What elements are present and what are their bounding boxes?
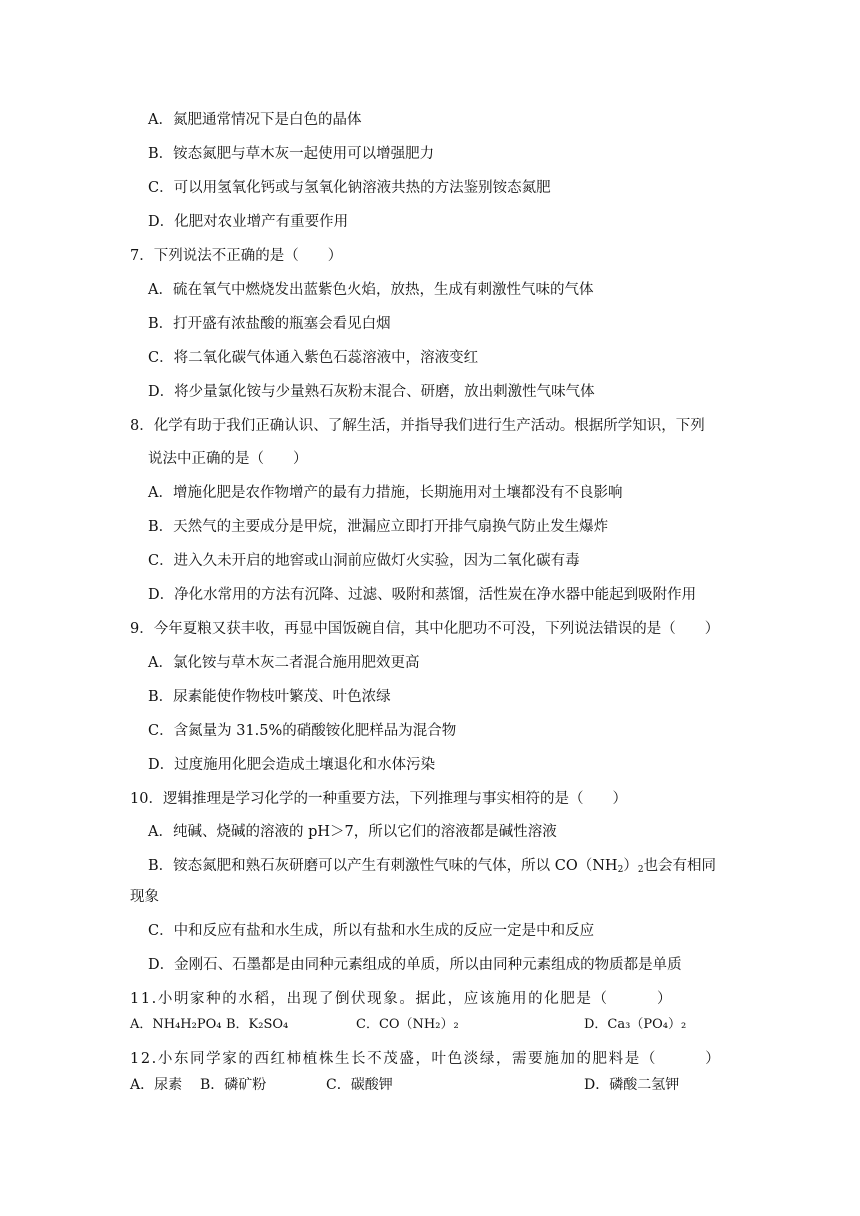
q6-option-d: D．化肥对农业增产有重要作用	[148, 214, 349, 230]
q8-option-d: D．净化水常用的方法有沉降、过滤、吸附和蒸馏，活性炭在净水器中能起到吸附作用	[148, 587, 697, 603]
q10-option-b-paren: ）	[623, 858, 638, 874]
q8-stem-line2: 说法中正确的是（ ）	[148, 451, 308, 467]
q6-option-b: B．铵态氮肥与草木灰一起使用可以增强肥力	[148, 146, 435, 162]
q9-option-b: B．尿素能使作物枝叶繁茂、叶色浓绿	[148, 689, 391, 705]
q8-option-a: A．增施化肥是农作物增产的最有力措施，长期施用对土壤都没有不良影响	[148, 485, 623, 501]
q9-option-a: A．氯化铵与草木灰二者混合施用肥效更高	[148, 655, 420, 671]
q11-option-d: D．Ca₃（PO₄）₂	[584, 1017, 687, 1032]
q11-stem: 11.小明家种的水稻，出现了倒伏现象。据此，应该施用的化肥是（ ）	[130, 991, 674, 1007]
q11-option-a: A．NH₄H₂PO₄	[130, 1017, 222, 1032]
q10-option-d: D．金刚石、石墨都是由同种元素组成的单质，所以由同种元素组成的物质都是单质	[148, 957, 682, 973]
q10-option-a: A．纯碱、烧碱的溶液的 pH＞7，所以它们的溶液都是碱性溶液	[148, 824, 557, 840]
q10-option-b-text: B．铵态氮肥和熟石灰研磨可以产生有刺激性气味的气体，所以 CO（NH	[148, 858, 618, 874]
q10-option-b	[148, 856, 716, 876]
q7-stem: 7．下列说法不正确的是（ ）	[130, 248, 343, 264]
q7-option-d: D．将少量氯化铵与少量熟石灰粉末混合、研磨，放出刺激性气味气体	[148, 384, 595, 400]
q12-option-a: A．尿素	[130, 1077, 183, 1093]
q6-option-c: C．可以用氢氧化钙或与氢氧化钠溶液共热的方法鉴别铵态氮肥	[148, 180, 551, 196]
q7-option-c: C．将二氧化碳气体通入紫色石蕊溶液中，溶液变红	[148, 350, 479, 366]
q12-option-d: D．磷酸二氢钾	[584, 1077, 680, 1093]
q8-option-b: B．天然气的主要成分是甲烷，泄漏应立即打开排气扇换气防止发生爆炸	[148, 519, 609, 535]
q7-option-a: A．硫在氧气中燃烧发出蓝紫色火焰，放热，生成有刺激性气味的气体	[148, 282, 594, 298]
q10-option-b-subscript: 2	[617, 865, 624, 875]
q8-stem-line1: 8．化学有助于我们正确认识、了解生活，并指导我们进行生产活动。根据所学知识，下列	[130, 418, 705, 434]
q10-option-b-line2: 现象	[130, 889, 159, 905]
q9-stem: 9．今年夏粮又获丰收，再显中国饭碗自信，其中化肥功不可没，下列说法错误的是（ ）	[130, 621, 720, 637]
q11-options	[130, 1015, 730, 1035]
q8-option-c: C．进入久未开启的地窖或山洞前应做灯火实验，因为二氧化碳有毒	[148, 553, 580, 569]
q12-option-b: B．磷矿粉	[200, 1077, 267, 1093]
q9-option-c: C．含氮量为 31.5%的硝酸铵化肥样品为混合物	[148, 723, 457, 739]
q7-option-b: B．打开盛有浓盐酸的瓶塞会看见白烟	[148, 316, 391, 332]
q11-option-c: C．CO（NH₂）₂	[356, 1017, 459, 1032]
q10-option-c: C．中和反应有盐和水生成，所以有盐和水生成的反应一定是中和反应	[148, 923, 595, 939]
q10-stem: 10．逻辑推理是学习化学的一种重要方法，下列推理与事实相符的是（ ）	[130, 791, 627, 807]
q12-options	[130, 1075, 730, 1095]
q12-stem: 12.小东同学家的西红柿植株生长不茂盛，叶色淡绿，需要施加的肥料是（ ）	[130, 1051, 722, 1067]
q12-option-c: C．碳酸钾	[326, 1077, 393, 1093]
q11-option-b: B．K₂SO₄	[226, 1017, 289, 1032]
q10-option-b-tail: 也会有相同	[643, 858, 717, 874]
q6-option-a: A．氮肥通常情况下是白色的晶体	[148, 112, 362, 128]
q9-option-d: D．过度施用化肥会造成土壤退化和水体污染	[148, 757, 436, 773]
q10-option-b-subscript-2: 2	[637, 865, 644, 875]
